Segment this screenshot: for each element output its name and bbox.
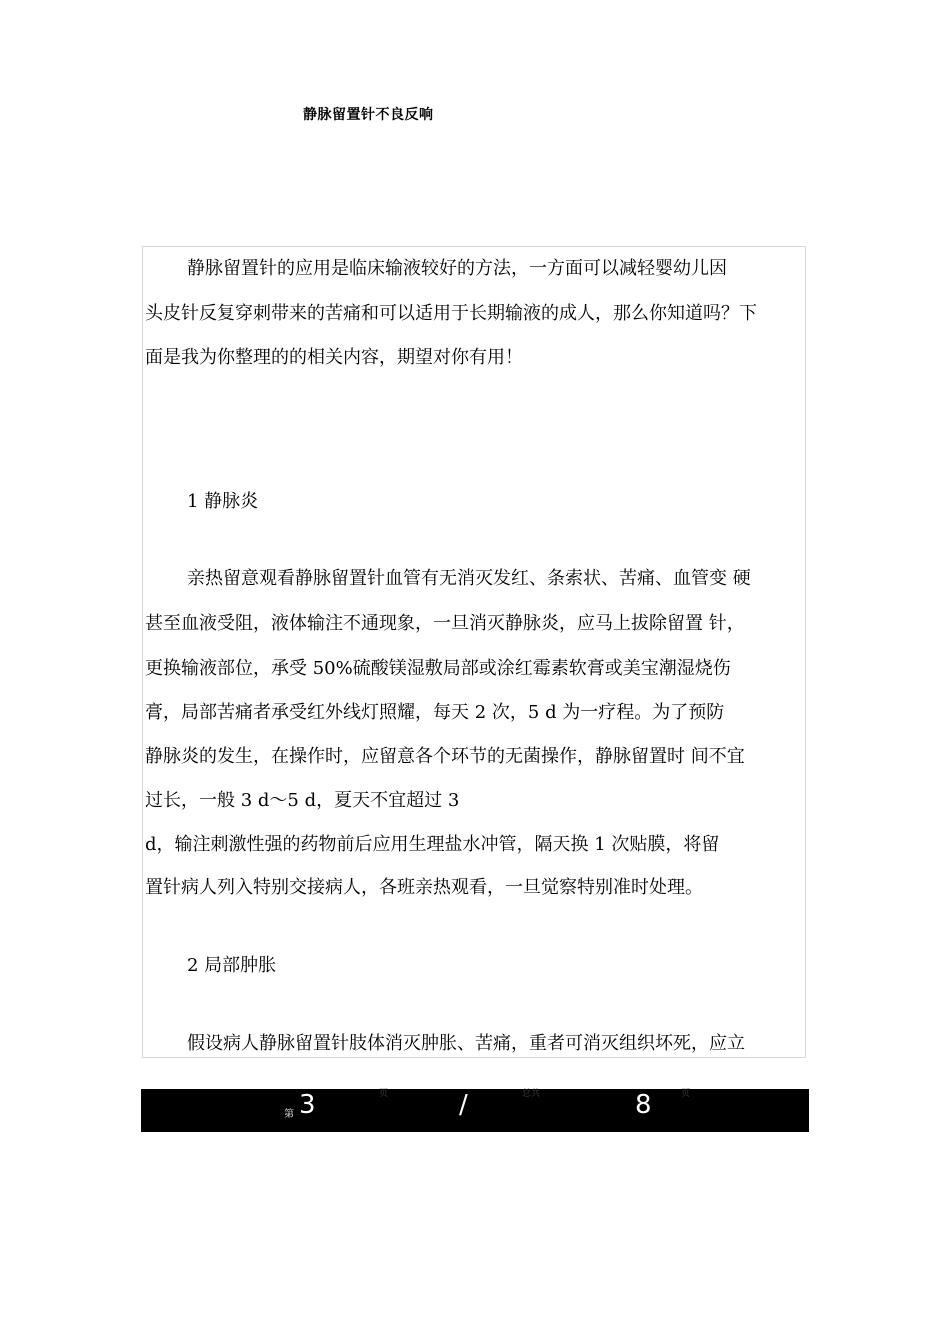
section-heading: 2 局部肿胀 (187, 955, 277, 976)
text-line: 甚至血液受阻，液体输注不通现象，一旦消灭静脉炎，应马上拔除留置 针， (145, 613, 745, 634)
text-line: 假设病人静脉留置针肢体消灭肿胀、苦痛，重者可消灭组织坏死，应立 (187, 1033, 745, 1054)
text-frame (142, 246, 806, 1058)
page-footer (141, 1089, 809, 1132)
text-line: 更换输液部位，承受 50%硫酸镁湿敷局部或涂红霉素软膏或美宝潮湿烧伤 (145, 658, 731, 679)
page-separator: / (459, 1090, 468, 1120)
footer-unit-right: 页 (681, 1089, 691, 1099)
text-line: 头皮针反复穿刺带来的苦痛和可以适用于长期输液的成人，那么你知道吗？下 (145, 303, 757, 324)
text-line: 膏，局部苦痛者承受红外线灯照耀，每天 2 次，5 d 为一疗程。为了预防 (145, 702, 725, 723)
text-line: d，输注刺激性强的药物前后应用生理盐水冲管，隔天换 1 次贴膜，将留 (145, 834, 720, 855)
text-line: 置针病人列入特别交接病人，各班亲热观看，一旦觉察特别准时处理。 (145, 877, 703, 898)
document-title: 静脉留置针不良反响 (303, 107, 434, 123)
section-heading: 1 静脉炎 (187, 491, 259, 512)
footer-total-label: 总共 (522, 1089, 541, 1099)
text-line: 静脉炎的发生，在操作时，应留意各个环节的无菌操作，静脉留置时 间不宜 (145, 746, 745, 767)
footer-unit-left: 页 (379, 1089, 389, 1099)
text-line: 面是我为你整理的的相关内容，期望对你有用！ (145, 347, 523, 368)
total-page-number: 8 (635, 1090, 652, 1120)
text-line: 亲热留意观看静脉留置针血管有无消灭发红、条索状、苦痛、血管变 硬 (187, 568, 751, 589)
text-line: 过长，一般 3 d～5 d，夏天不宜超过 3 (145, 790, 460, 811)
text-line: 静脉留置针的应用是临床输液较好的方法，一方面可以减轻婴幼儿因 (187, 258, 727, 279)
current-page-number: 3 (299, 1090, 316, 1120)
footer-prefix: 第 (284, 1109, 294, 1120)
